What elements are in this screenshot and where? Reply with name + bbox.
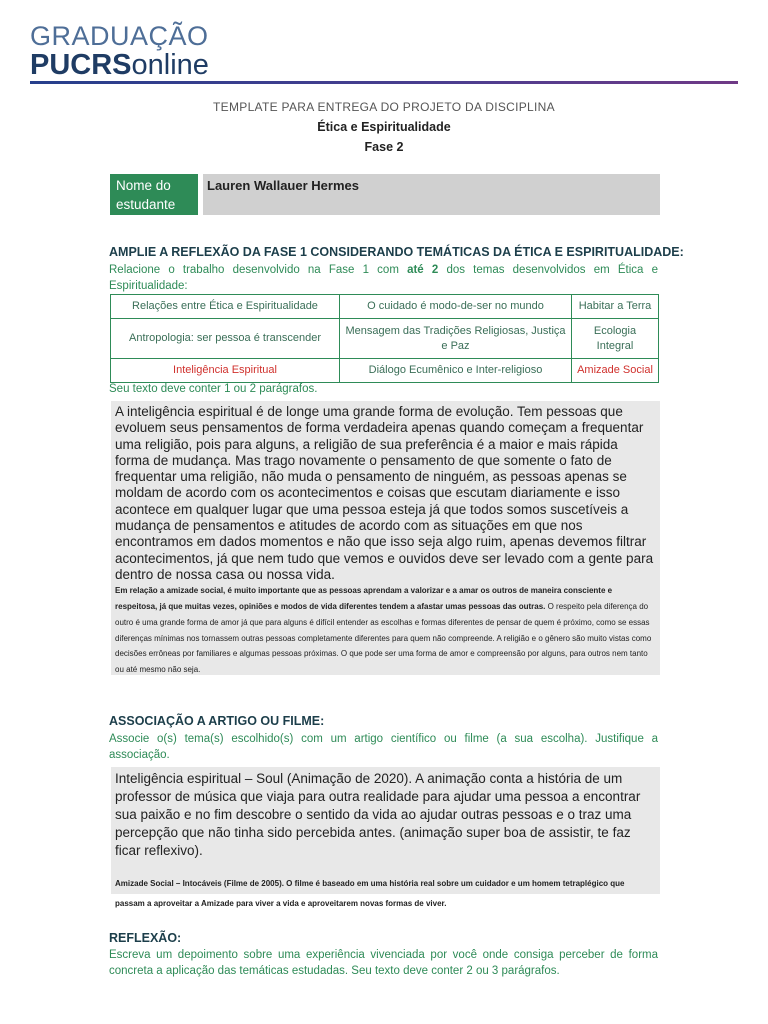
header-divider bbox=[30, 81, 738, 84]
template-title: TEMPLATE PARA ENTREGA DO PROJETO DA DISCIPLINA bbox=[213, 100, 555, 114]
student-name-label: Nome do estudante bbox=[110, 174, 198, 215]
topic-cell: O cuidado é modo-de-ser no mundo bbox=[340, 295, 572, 319]
section2-title: ASSOCIAÇÃO A ARTIGO OU FILME: bbox=[109, 714, 325, 728]
section1-note: Seu texto deve conter 1 ou 2 parágrafos. bbox=[109, 383, 318, 395]
logo-online: online bbox=[131, 49, 209, 81]
section1-title: AMPLIE A REFLEXÃO DA FASE 1 CONSIDERANDO TEMÁTICAS DA ÉTICA E ESPIRITUALIDADE: bbox=[109, 245, 684, 259]
section2-paragraph2: Amizade Social – Intocáveis (Filme de 2005). O filme é baseado em uma história real sobre um cuidador e um homem tetraplégico que passam a aproveitar a Amizade para viver a vida e aproveitarem novas formas de viver. bbox=[115, 879, 625, 908]
logo-pucrs: PUCRS bbox=[30, 49, 132, 81]
topic-cell: Antropologia: ser pessoa é transcender bbox=[111, 319, 340, 359]
section1-paragraph2: Em relação a amizade social, é muito importante que as pessoas aprendam a valorizar e a amar os outros de maneira consciente e respeitosa, já que muitas vezes, opiniões e modos de vida diferentes tendem a afastar umas pessoas das outras. O respeito pela diferença do outro é uma grande forma de amor já que para alguns é difícil entender as escolhas e formas diferentes de pensar de quem é próximo, como se essas diferenças mínimas nos tornassem outras pessoas completamente diferentes para quem não compreende. A religião e o gênero são muito vistas como decisões errôneas por familiares e algumas pessoas próximas. O que pode ser uma forma de amor e compreensão por alguns, para outros nem tanto ou até mesmo não seja. bbox=[115, 586, 652, 675]
topic-cell-selected: Amizade Social bbox=[572, 359, 659, 383]
section3-instructions: Escreva um depoimento sobre uma experiência vivenciada por você onde consiga perceber de forma concreta a aplicação das temáticas estudadas. Seu texto deve conter 2 ou 3 parágrafos. bbox=[109, 949, 658, 977]
student-name-row bbox=[110, 174, 660, 215]
discipline-title: Ética e Espiritualidade bbox=[317, 120, 451, 134]
logo-line2 bbox=[30, 50, 209, 80]
section3-title: REFLEXÃO: bbox=[109, 931, 182, 945]
section2-answer-box[interactable] bbox=[111, 767, 660, 908]
topic-cell: Ecologia Integral bbox=[572, 319, 659, 359]
topic-cell: Diálogo Ecumênico e Inter-religioso bbox=[340, 359, 572, 383]
section1-answer-box[interactable] bbox=[111, 401, 660, 675]
section1-paragraph1: A inteligência espiritual é de longe uma grande forma de evolução. Tem pessoas que evoluem seus pensamentos de forma verdadeira apenas quando começam a frequentar uma religião, pois para alguns, a religião de sua preferência é a maior e mais rápida forma de mudança. Mas trago novamente o pensamento de que somente o fato de frequentar uma religião, não muda o pensamento de ninguém, as pessoas apenas se moldam de acordo com os acontecimentos e coisas que escutam diariamente e isso acontece em qualquer lugar que uma pessoa esteja já que todos somos suscetíveis a mudança de pensamentos e atitudes de acordo com as situações em que nos encontramos em dados momentos e não que isso seja algo ruim, apenas devemos filtrar acontecimentos, já que nem tudo que vemos e ouvidos deve ser levado com a gente para dentro de nossa casa ou nossa vida. bbox=[115, 404, 654, 582]
topic-cell: Habitar a Terra bbox=[572, 295, 659, 319]
section2-instructions: Associe o(s) tema(s) escolhido(s) com um artigo científico ou filme (a sua escolha). Justifique a associação. bbox=[109, 733, 658, 761]
logo-line1: GRADUAÇÃO bbox=[30, 21, 209, 51]
pucrs-logo bbox=[30, 22, 209, 80]
topic-cell: Mensagem das Tradições Religiosas, Justiça e Paz bbox=[340, 319, 572, 359]
phase-title: Fase 2 bbox=[364, 140, 404, 154]
topics-table bbox=[110, 294, 659, 383]
topic-cell-selected: Inteligência Espiritual bbox=[111, 359, 340, 383]
student-name-field[interactable]: Lauren Wallauer Hermes bbox=[203, 174, 660, 215]
section2-paragraph1: Inteligência espiritual – Soul (Animação de 2020). A animação conta a história de um professor de música que viaja para outra realidade para ajudar uma pessoa a encontrar sua paixão e no fim descobre o sentido da vida ao ajudar outras pessoas e o traz uma percepção que não tinha sido percebida antes. (animação super boa de assistir, te faz ficar reflexivo). bbox=[115, 771, 641, 858]
section1-instructions: Relacione o trabalho desenvolvido na Fase 1 com até 2 dos temas desenvolvidos em Ética e Espiritualidade: bbox=[109, 264, 658, 292]
topic-cell: Relações entre Ética e Espiritualidade bbox=[111, 295, 340, 319]
